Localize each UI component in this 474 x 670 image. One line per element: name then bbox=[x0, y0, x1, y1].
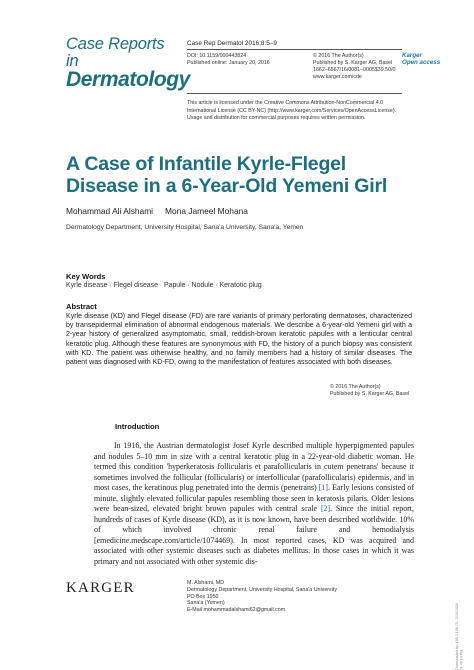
published-date: Published online: January 20, 2016 bbox=[187, 60, 270, 66]
abstract-copyright-line: Published by S. Karger AG, Basel bbox=[330, 391, 410, 397]
copyright-line: © 2016 The Author(s) bbox=[313, 53, 364, 59]
journal-url[interactable]: www.karger.com/cde bbox=[313, 74, 362, 80]
oa-logo-line1: Karger bbox=[402, 52, 422, 59]
introduction-paragraph bbox=[94, 441, 414, 568]
reference-link[interactable]: [2] bbox=[320, 504, 331, 514]
license-line: This article is licensed under the Creative Commons Attribution-NonCommercial 4.0 bbox=[187, 100, 384, 106]
correspondence-line: PO Box 1950 bbox=[187, 593, 219, 600]
article-title: A Case of Infantile Kyrle-Flegel Disease in a 6-Year-Old Yemeni Girl bbox=[66, 153, 388, 197]
abstract-heading: Abstract bbox=[66, 302, 97, 311]
copyright-line: 1662–6567/16/0081–0005$39.50/0 bbox=[313, 67, 396, 73]
citation: Case Rep Dermatol 2016;8:5–9 bbox=[187, 40, 277, 47]
intro-text-part: . Since the initial report, hundreds of cases of Kyrle disease (KD), as it is now known, have been described worldwide. 10% of which involved chronic renal failure and hemodialysis [emedicine.medscape.com/article/1074469). In most reported cases, KD was acquired and associated with other systemic diseases such as diabetes mellitus. In those cases in which it was primary and not associated with other systemic dis- bbox=[94, 504, 414, 567]
oa-logo-line2: Open access bbox=[402, 58, 441, 66]
authors bbox=[66, 206, 248, 216]
introduction-body bbox=[94, 441, 414, 568]
correspondence-line: Sana'a (Yemen) bbox=[187, 600, 225, 607]
introduction-heading: Introduction bbox=[115, 422, 160, 431]
keywords-list: Kyrle disease · Flegel disease · Papule · Nodule · Keratotic plug bbox=[66, 282, 262, 289]
reference-link[interactable]: [1] bbox=[318, 483, 329, 493]
abstract-copyright-line: © 2016 The Author(s) bbox=[330, 384, 381, 390]
journal-logo-line2: Dermatology bbox=[66, 68, 190, 91]
correspondence-line: M. Alshami, MD bbox=[187, 580, 225, 586]
license-notice bbox=[187, 100, 419, 123]
affiliation: Dermatology Department, University Hospital, Sana'a University, Sana'a, Yemen bbox=[66, 224, 304, 231]
open-access-logo bbox=[402, 53, 440, 66]
journal-logo-line1: Case Reports in bbox=[66, 35, 165, 70]
license-line: International License (CC BY-NC) (http://www.karger.com/Services/OpenAccessLicense). bbox=[187, 107, 397, 114]
abstract-text: Kyrle disease (KD) and Flegel disease (FD) are rare variants of primary perforating dermatoses, characterized by transepidermal elimination of abnormal endogenous materials. We describe a 6-year-old Yemeni girl with a 2-year history of generalized asymptomatic, small, reddish-brown keratotic papules with a lenticular central keratotic plug. Although these features are synonymous with FD, the history of a punch biopsy was consistent with KD. The patient was otherwise healthy, and no family members had a history of similar diseases. The patient was diagnosed with KD-FD, owing to the manifestation of features associated with both diseases. bbox=[66, 313, 412, 367]
doi-block bbox=[187, 53, 270, 67]
download-watermark: Downloaded by: 190.2.158.70 - 1/20/2016 11:46:10 PM bbox=[455, 603, 464, 670]
author-name: Mohammad Ali Alshami bbox=[66, 206, 154, 216]
author-name: Mona Jameel Mohana bbox=[165, 206, 248, 216]
copyright-block bbox=[313, 53, 408, 81]
doi: DOI: 10.1159/000443824 bbox=[187, 53, 247, 59]
license-divider bbox=[187, 93, 402, 94]
correspondence-block bbox=[187, 580, 337, 614]
header-divider bbox=[187, 49, 402, 50]
publisher-logo: KARGER bbox=[66, 580, 135, 596]
intro-text-part: In 1916, the Austrian dermatologist Josef Kyrle described multiple hyperpigmented papules and nodules 5–10 mm in size with a central keratotic plug in a 22-year-old diabetic woman. He termed this condition 'hyperkeratosis follicularis et parafollicularis in cutem penetrans' because it sometimes involved the follicular (follicularis) or interfollicular (parafollicularis) epidermis, and in most cases, the keratinous plug penetrated into the dermis (penetrans) bbox=[94, 441, 414, 493]
keywords-heading: Key Words bbox=[66, 272, 106, 281]
copyright-line: Published by S. Karger AG, Basel bbox=[313, 60, 393, 66]
journal-logo bbox=[66, 35, 190, 91]
abstract-copyright bbox=[330, 384, 409, 398]
correspondence-line: Dermatology Department, University Hospital, Sana'a University bbox=[187, 586, 337, 593]
license-line: Usage and distribution for commercial purposes requires written permission. bbox=[187, 115, 366, 121]
intro-text-part: . Early lesions consisted of minute, slightly elevated follicular papules resembling those seen in keratosis pilaris. Older lesions were bean-sized, elevated bright brown papules with central scale bbox=[94, 483, 414, 514]
correspondence-email[interactable]: E-Mail mohammadalshami62@gmail.com bbox=[187, 607, 286, 614]
